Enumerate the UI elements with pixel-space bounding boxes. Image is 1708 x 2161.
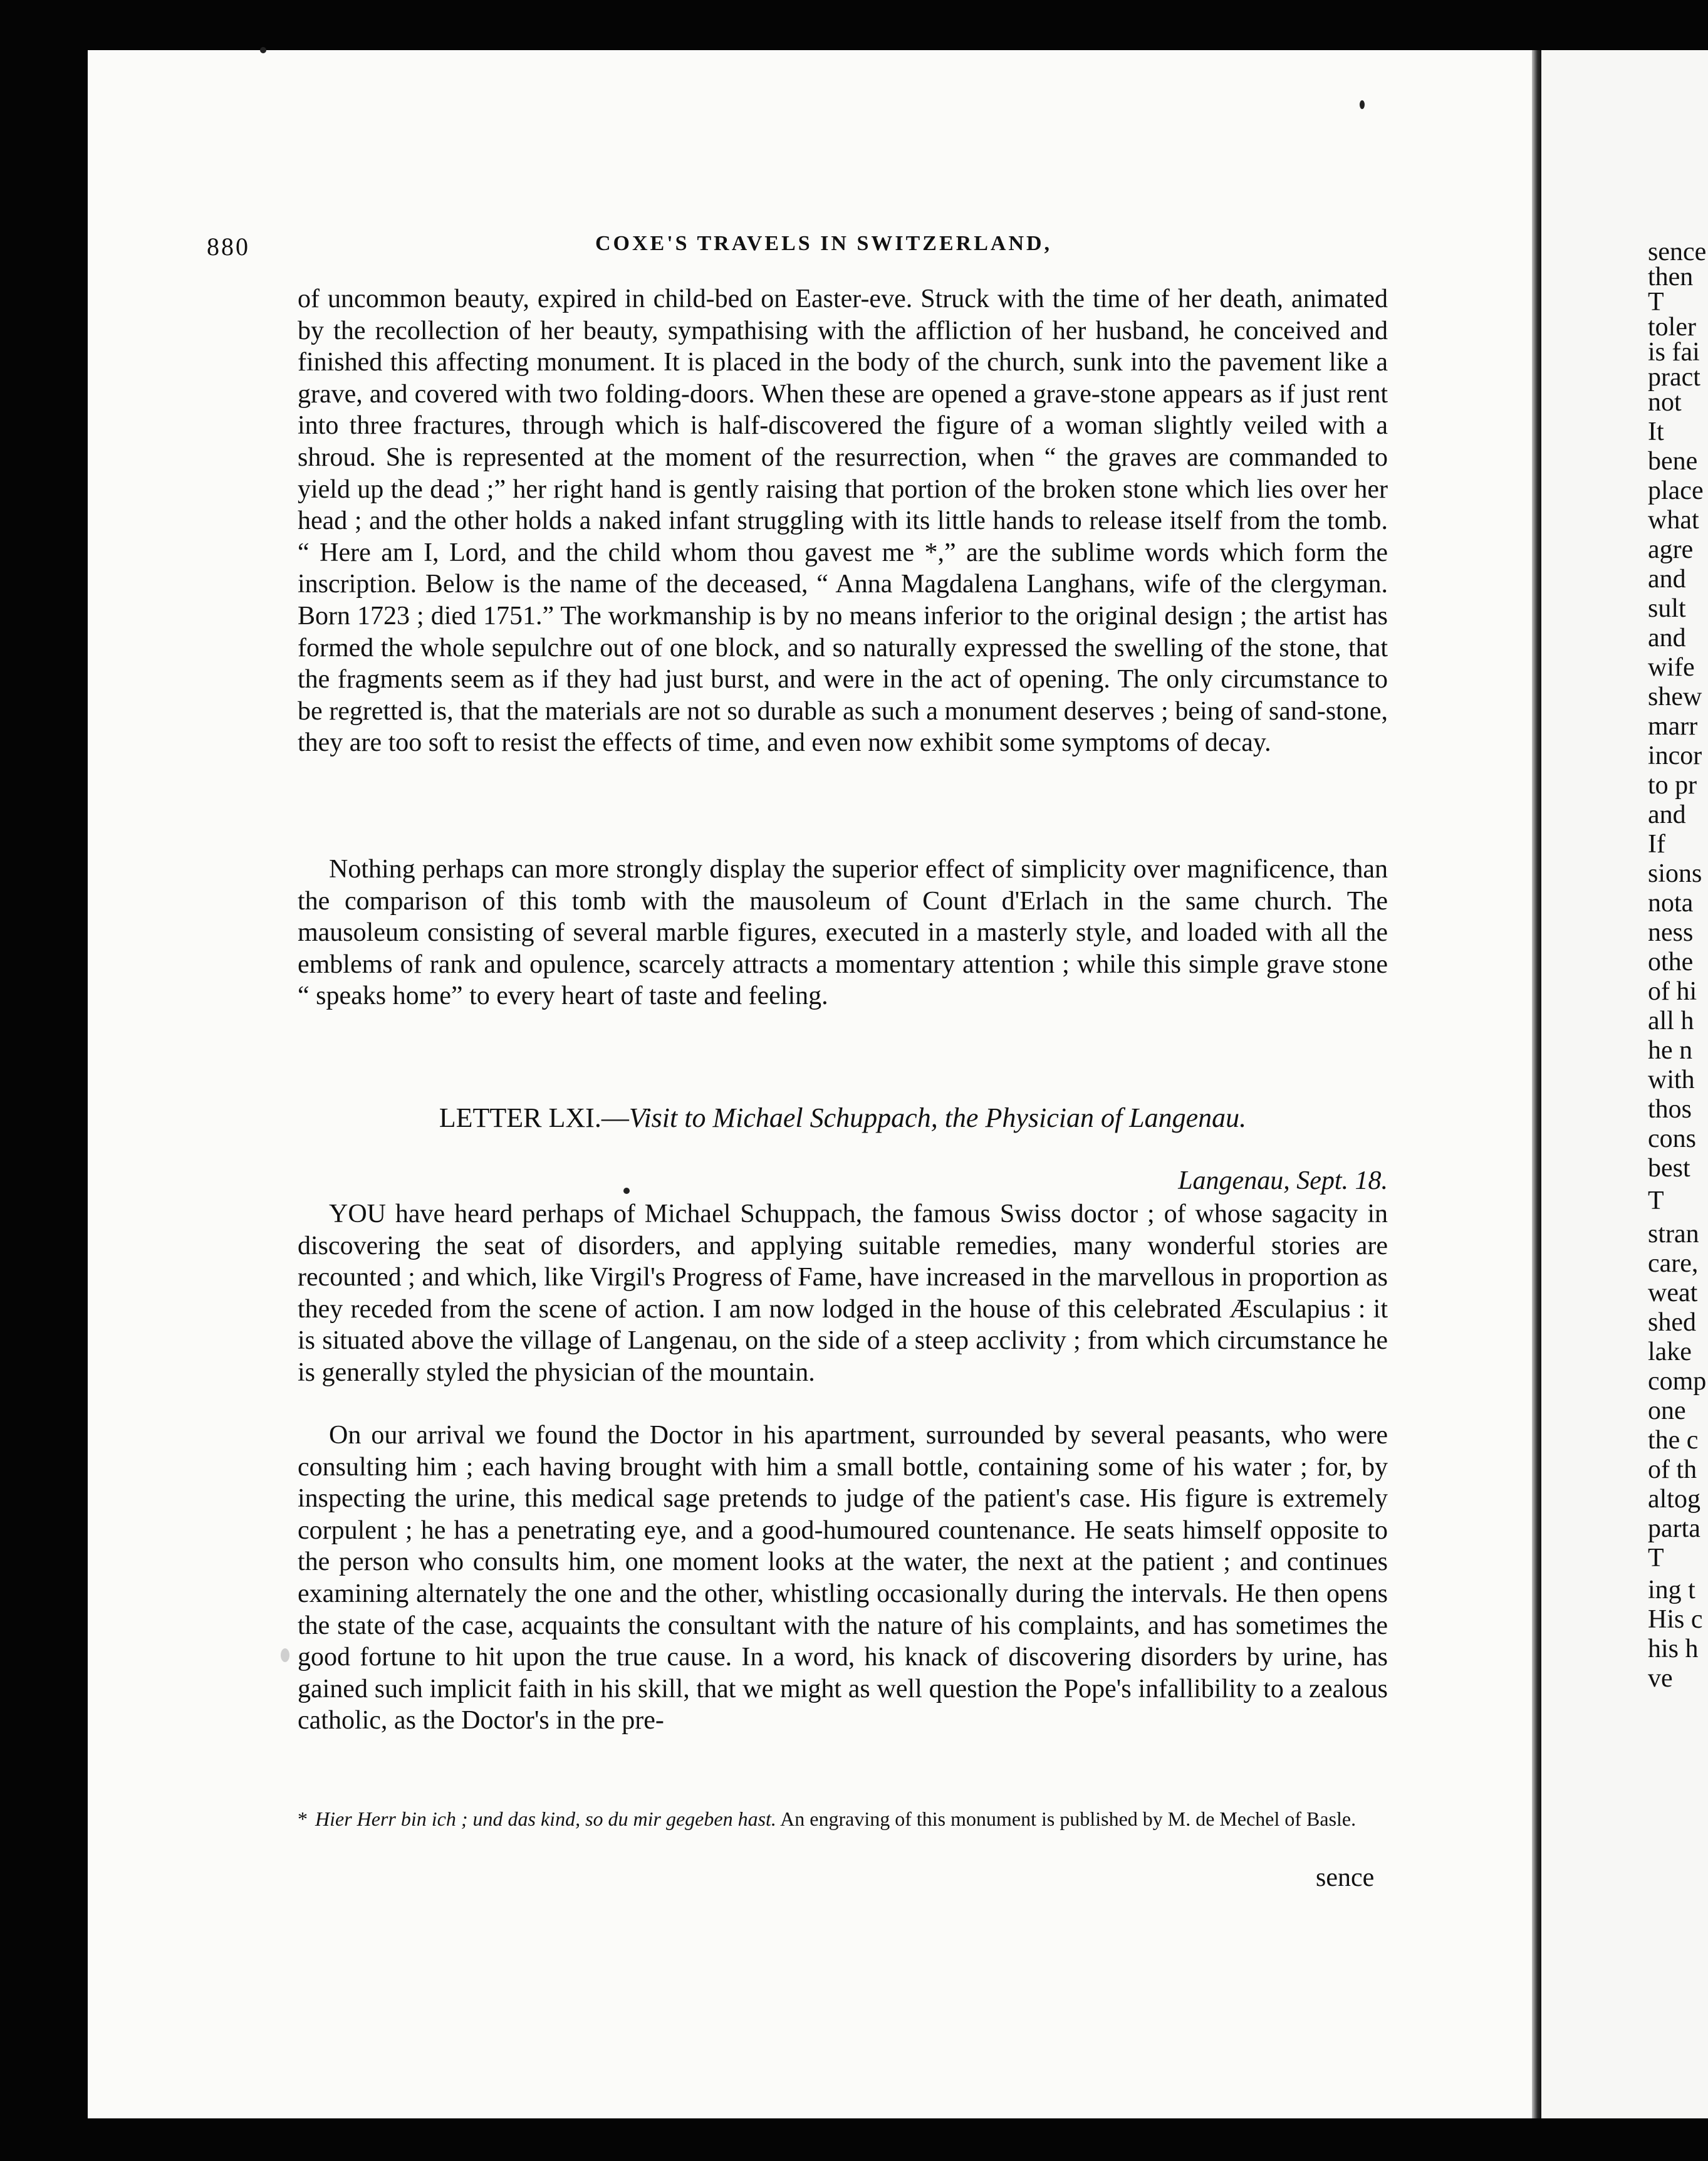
facing-page-line: care, [1648,1249,1699,1278]
facing-page-line: the c [1648,1426,1699,1455]
facing-page-line: agre [1648,535,1694,564]
facing-page-line: His c [1648,1605,1703,1634]
facing-page-line: T [1648,288,1664,317]
facing-page-line: of hi [1648,977,1697,1006]
paragraph-1 [298,283,1388,759]
facing-page-line: pract [1648,363,1700,392]
facing-page-line: of th [1648,1455,1697,1484]
facing-page-line: then [1648,263,1694,291]
facing-page-line: othe [1648,948,1694,976]
scan-speck [260,47,266,53]
facing-page-line: It [1648,417,1664,446]
facing-page-line: ve [1648,1664,1673,1693]
facing-page-line: weat [1648,1279,1698,1307]
facing-page-line: his h [1648,1635,1699,1663]
facing-page-line: cons [1648,1124,1696,1153]
paragraph-text: of uncommon beauty, expired in child-bed on Easter-eve. Struck with the time of her death, animated by the recollection of her beauty, sympathising with the affliction of her husband, he conceived and finished this affecting monument. It is placed in the body of the church, sunk into the pavement like a grave, and covered with two folding-doors. When these are opened a grave-stone appears as if just rent into three fractures, through which is half-discovered the figure of a woman slightly veiled with a shroud. She is represented at the moment of the resurrection, when “ the graves are commanded to yield up the dead ;” her right hand is gently raising that portion of the broken stone which lies over her head ; and the other holds a naked infant struggling with its little hands to release itself from the tomb. “ Here am I, Lord, and the child whom thou gavest me *,” are the sublime words which form the inscription. Below is the name of the deceased, “ Anna Magdalena Langhans, wife of the clergyman. Born 1723 ; died 1751.” The workmanship is by no means inferior to the original design ; the artist has formed the whole sepulchre out of one block, and so naturally expressed the swelling of the stone, that the fragments seem as if they had just burst, and were in the act of opening. The only circumstance to be regretted is, that the materials are not so durable as such a monument deserves ; being of sand-stone, they are too soft to resist the effects of time, and even now exhibit some symptoms of decay. [298,285,1388,758]
paragraph-text: Nothing perhaps can more strongly display the superior effect of simplicity over magnificence, than the comparison of this tomb with the mausoleum of Count d'Erlach in the same church. The mausoleum consisting of several marble figures, executed in a masterly style, and loaded with all the emblems of rank and opulence, scarcely attracts a momentary attention ; while this simple grave stone “ speaks home” to every heart of taste and feeling. [298,855,1388,1011]
letter-number: LETTER LXI.— [439,1102,629,1133]
scan-speck [623,1188,630,1194]
facing-page-line: lake [1648,1337,1692,1366]
facing-page-line: marr [1648,712,1698,741]
facing-page-line: toler [1648,313,1696,342]
dateline: Langenau, Sept. 18. [1178,1166,1388,1195]
facing-page-line: parta [1648,1514,1700,1543]
facing-page-line: he n [1648,1036,1693,1065]
letter-heading [298,1102,1388,1134]
facing-page-line: comp [1648,1367,1707,1396]
facing-page-line: sions [1648,859,1702,888]
page-number: 880 [207,233,250,261]
facing-page-line: bene [1648,447,1698,476]
facing-page-line: wife [1648,653,1695,682]
facing-page-line: is fai [1648,338,1700,367]
facing-page-line: sult [1648,594,1686,623]
facing-page-line: sence [1648,238,1707,266]
facing-page-line: one [1648,1396,1686,1425]
footnote [298,1806,1388,1831]
facing-page-line: and [1648,800,1686,829]
footnote-marker: * [298,1808,308,1830]
facing-page-line: and [1648,565,1686,594]
facing-page-line: incor [1648,741,1702,770]
facing-page-line: all h [1648,1007,1694,1035]
book-gutter [1532,50,1541,2118]
facing-page-line: ness [1648,918,1694,947]
scan-speck [1360,100,1365,109]
facing-page-line: shew [1648,683,1702,711]
facing-page-line: nota [1648,889,1694,918]
facing-page-line: shed [1648,1308,1696,1337]
facing-page [1541,50,1708,2118]
facing-page-line: T [1648,1544,1664,1572]
paragraph-3 [298,1198,1388,1389]
facing-page-line: ing t [1648,1576,1695,1604]
facing-page-line: stran [1648,1220,1699,1248]
facing-page-line: place [1648,476,1704,505]
catchword: sence [1316,1863,1375,1892]
paragraph-text: YOU have heard perhaps of Michael Schuppach, the famous Swiss doctor ; of whose sagacity in discovering the seat of disorders, and applying suitable remedies, many wonderful stories are recounted ; and which, like Virgil's Progress of Fame, have increased in the marvellous in proportion as they receded from the scene of action. I am now lodged in the house of this celebrated Æsculapius : it is situated above the village of Langenau, on the side of a steep acclivity ; from which circumstance he is generally styled the physician of the mountain. [298,1200,1388,1387]
facing-page-line: thos [1648,1095,1692,1124]
paragraph-text: On our arrival we found the Doctor in his apartment, surrounded by several peasants, who were consulting him ; each having brought with him a small bottle, containing some of his water ; for, by inspecting the urine, this medical sage pretends to judge of the patient's case. His figure is extremely corpulent ; he has a penetrating eye, and a good-humoured countenance. He seats himself opposite to the person who consults him, one moment looks at the water, the next at the patient ; and continues examining alternately the one and the other, whistling occasionally during the intervals. He then opens the state of the case, acquaints the consultant with the nature of his complaints, and has sometimes the good fortune to hit upon the true cause. In a word, his knack of discovering disorders by urine, has gained such implicit faith in his skill, that we might as well question the Pope's infallibility to a zealous catholic, as the Doctor's in the pre- [298,1421,1388,1735]
scan-speck [281,1648,289,1662]
facing-page-line: If [1648,830,1665,859]
letter-subtitle: Visit to Michael Schuppach, the Physician of Langenau. [628,1102,1247,1133]
facing-page-line: altog [1648,1485,1700,1514]
facing-page-line: to pr [1648,771,1697,800]
facing-page-line: with [1648,1065,1695,1094]
paragraph-2 [298,854,1388,1012]
facing-page-line: and [1648,624,1686,652]
footnote-german: Hier Herr bin ich ; und das kind, so du mir gegeben hast. [315,1808,776,1830]
footnote-text: An engraving of this monument is published by M. de Mechel of Basle. [780,1808,1357,1830]
running-title: COXE'S TRAVELS IN SWITZERLAND, [595,232,1053,255]
facing-page-line: best [1648,1154,1690,1183]
facing-page-line: not [1648,388,1682,417]
facing-page-line: T [1648,1186,1664,1215]
paragraph-4 [298,1420,1388,1737]
facing-page-line: what [1648,506,1699,535]
